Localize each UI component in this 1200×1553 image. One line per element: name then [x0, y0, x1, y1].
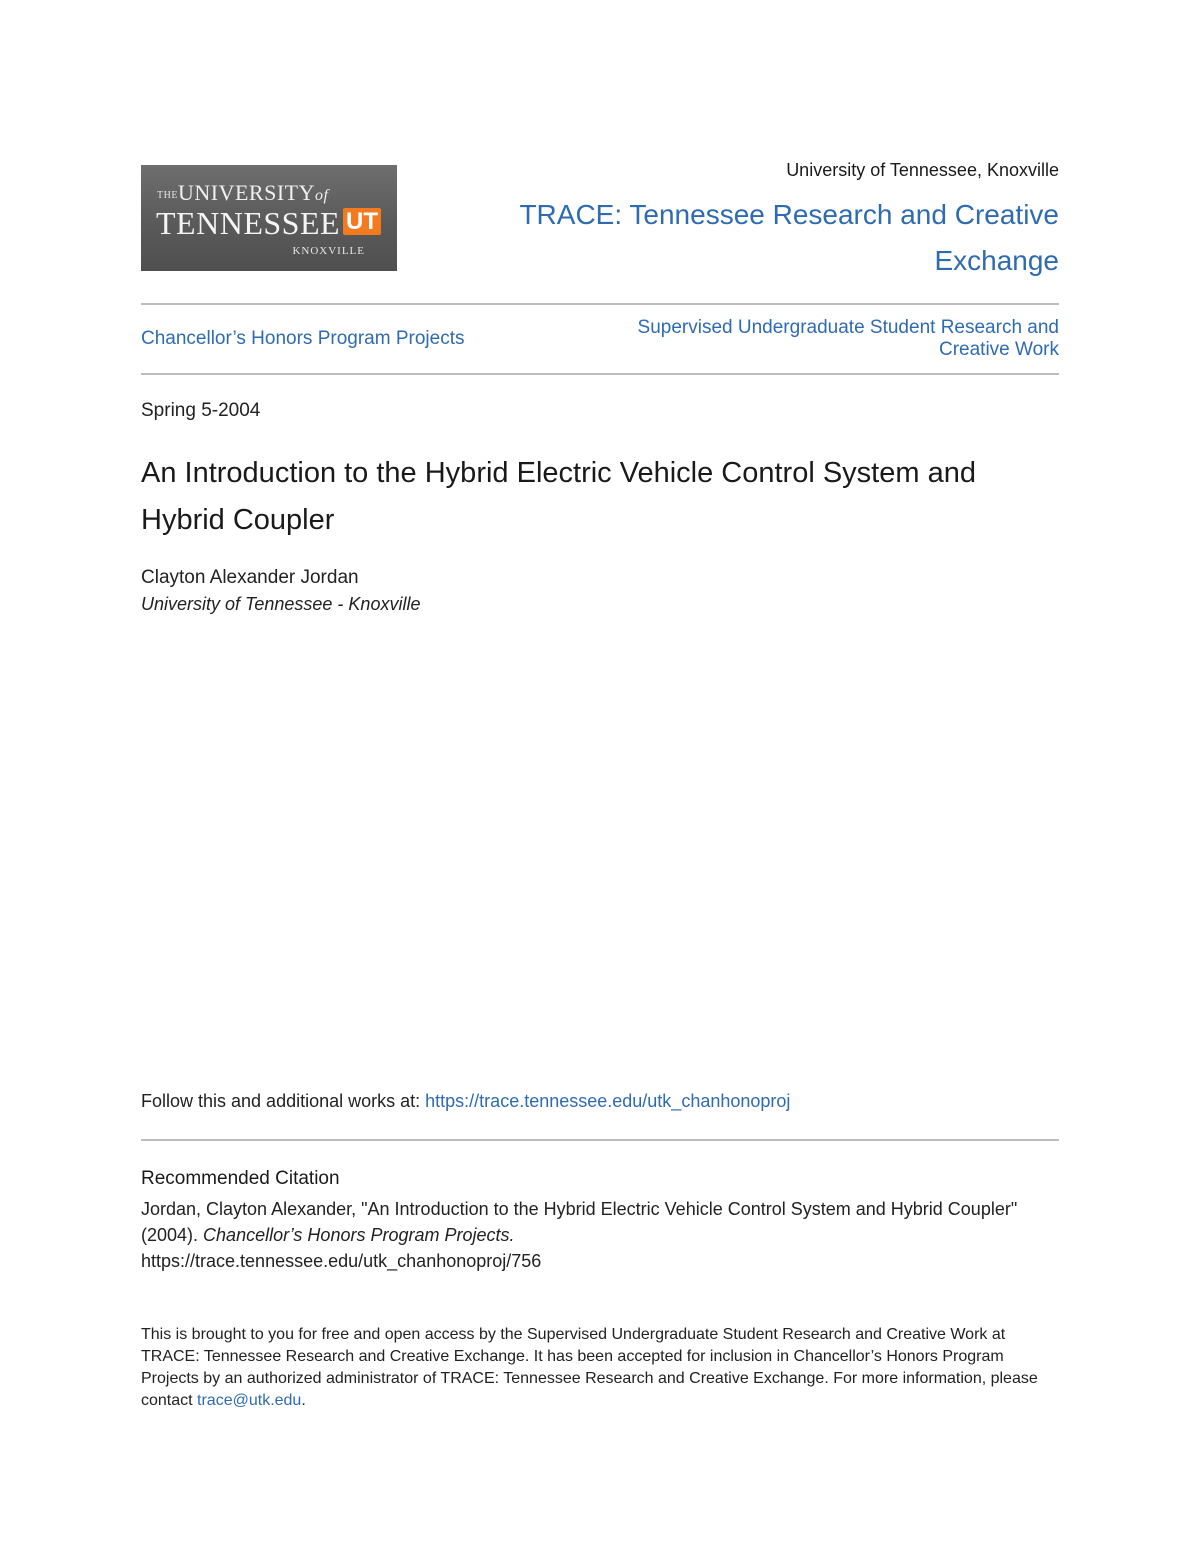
contact-email-link[interactable]: trace@utk.edu	[197, 1392, 302, 1409]
citation-journal: Chancellor’s Honors Program Projects.	[203, 1225, 515, 1245]
divider-bottom	[141, 1139, 1059, 1141]
divider-top	[141, 303, 1059, 305]
collection-link-honors[interactable]: Chancellor’s Honors Program Projects	[141, 328, 465, 349]
author-affiliation: University of Tennessee - Knoxville	[141, 594, 421, 614]
logo-the-text: THE	[157, 190, 178, 201]
document-title: An Introduction to the Hybrid Electric Vehicle Control System and Hybrid Coupler	[141, 457, 976, 536]
institution-name: University of Tennessee, Knoxville	[786, 160, 1059, 180]
repository-link[interactable]: TRACE: Tennessee Research and Creative Exchange	[519, 199, 1059, 276]
citation-url: https://trace.tennessee.edu/utk_chanhonoproj/756	[141, 1251, 542, 1271]
logo-of-word: of	[315, 187, 329, 204]
notice-text: This is brought to you for free and open access by the Supervised Undergraduate Student Research and Creative Work at TRACE: Tennessee Research and Creative Exchange. It has been accepted for inclusion in Chancellor’s Honors Program Projects by an authorized administrator of TRACE: Tennessee Research and Creative Exchange. For more information, please contact	[141, 1326, 1038, 1409]
logo-tennessee-text: TENNESSEE	[156, 205, 341, 241]
logo-university-word: UNIVERSITY	[178, 180, 315, 205]
follow-prefix: Follow this and additional works at:	[141, 1091, 426, 1111]
citation-reference: Jordan, Clayton Alexander, "An Introduction to the Hybrid Electric Vehicle Control System and Hybrid Coupler" (2004).	[141, 1199, 1018, 1245]
publication-date: Spring 5-2004	[141, 400, 261, 421]
citation-heading: Recommended Citation	[141, 1168, 340, 1189]
logo-knoxville-text: KNOXVILLE	[292, 245, 365, 257]
university-logo	[141, 165, 397, 271]
citation-text	[141, 1196, 1059, 1274]
author-name: Clayton Alexander Jordan	[141, 567, 359, 588]
notice-end: .	[301, 1392, 306, 1409]
logo-ut-mark: UT	[343, 208, 381, 235]
access-notice	[141, 1324, 1041, 1412]
logo-university-text	[178, 180, 328, 206]
collection-url-link[interactable]: https://trace.tennessee.edu/utk_chanhonoproj	[425, 1091, 791, 1111]
collection-link-undergraduate-research[interactable]: Supervised Undergraduate Student Research and Creative Work	[637, 317, 1059, 360]
divider-middle	[141, 373, 1059, 375]
follow-line	[141, 1091, 790, 1112]
